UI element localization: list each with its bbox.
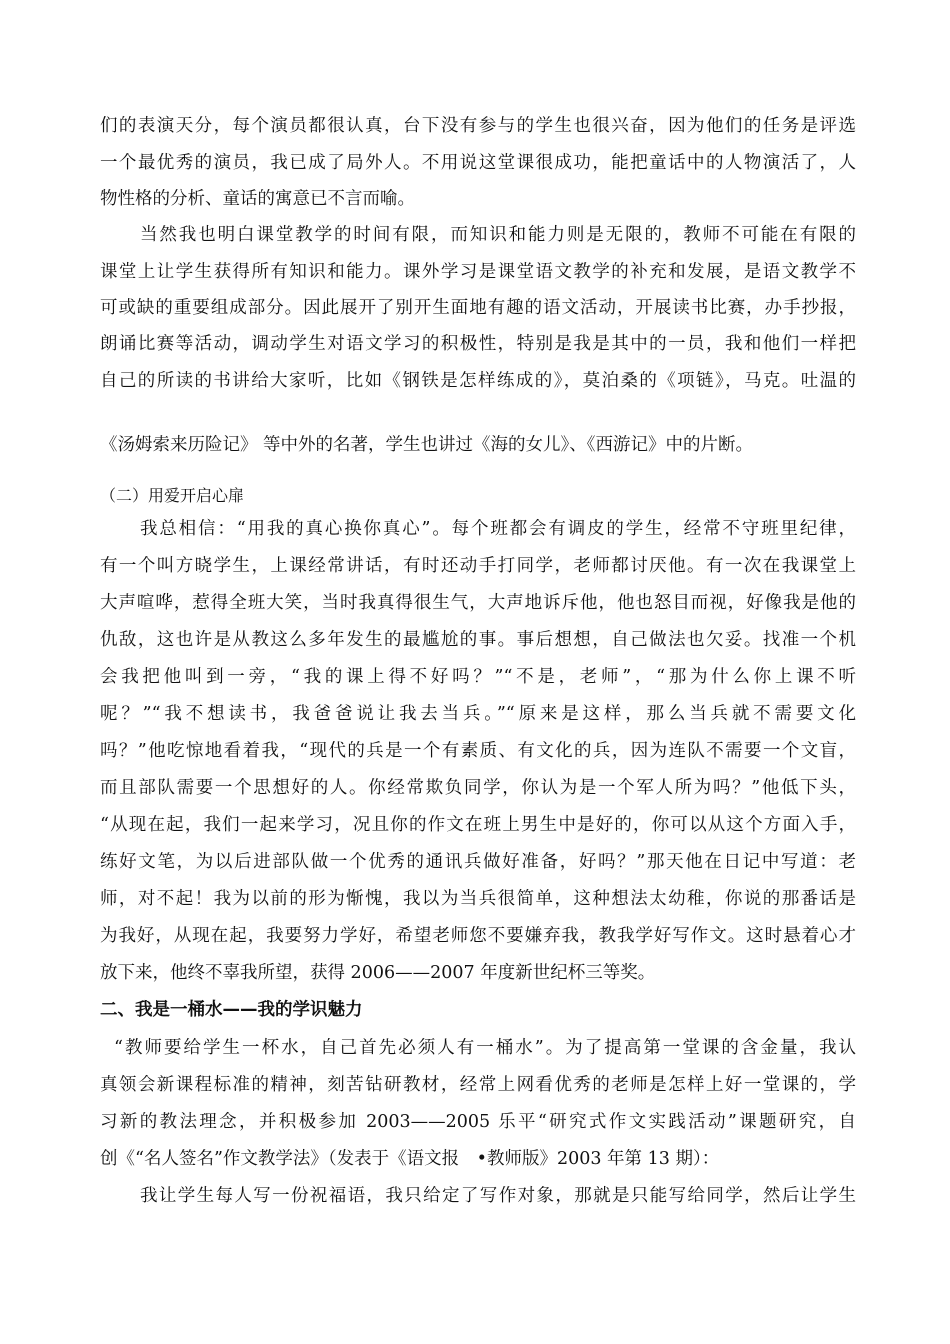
section-title: 二、我是一桶水——我的学识魅力 bbox=[100, 1000, 363, 1020]
subsection-heading: （二）用爱开启心扉 bbox=[100, 486, 245, 505]
text-line: 真领会新课程标准的精神，刻苦钻研教材，经常上网看优秀的老师是怎样上好一堂课的，学 bbox=[100, 1075, 856, 1095]
text-line: “从现在起，我们一起来学习，况且你的作文在班上男生中是好的，你可以从这个方面入手， bbox=[100, 815, 856, 835]
text-line: 可或缺的重要组成部分。因此展开了别开生面地有趣的语文活动，开展读书比赛，办手抄报， bbox=[100, 298, 856, 318]
text-line: 会我把他叫到一旁，“我的课上得不好吗？”“不是，老师”，“那为什么你上课不听 bbox=[100, 667, 856, 687]
text-line: 大声喧哗，惹得全班大笑，当时我真得很生气，大声地诉斥他，他也怒目而视，好像我是他的 bbox=[100, 593, 856, 613]
text-line: 放下来，他终不辜我所望，获得 2006——2007 年度新世纪杯三等奖。 bbox=[100, 963, 656, 983]
text-line: 习新的教法理念，并积极参加 2003——2005 乐平“研究式作文实践活动”课题研究，自 bbox=[100, 1112, 856, 1132]
text-line: 吗？”他吃惊地看着我，“现代的兵是一个有素质、有文化的兵，因为连队不需要一个文盲， bbox=[100, 741, 856, 761]
text-line: 创《“名人签名”作文教学法》（发表于《语文报 •教师版》2003 年第 13 期）： bbox=[100, 1149, 720, 1169]
text-line: 当然我也明白课堂教学的时间有限，而知识和能力则是无限的，教师不可能在有限的 bbox=[140, 225, 856, 245]
text-line: 课堂上让学生获得所有知识和能力。课外学习是课堂语文教学的补充和发展，是语文教学不 bbox=[100, 262, 856, 282]
text-line: 有一个叫方晓学生，上课经常讲话，有时还动手打同学，老师都讨厌他。有一次在我课堂上 bbox=[100, 556, 856, 576]
text-line: 为我好，从现在起，我要努力学好，希望老师您不要嫌弃我，教我学好写作文。这时悬着心才 bbox=[100, 926, 856, 946]
text-line: 们的表演天分，每个演员都很认真，台下没有参与的学生也很兴奋，因为他们的任务是评选 bbox=[100, 116, 856, 136]
text-line: 朗诵比赛等活动，调动学生对语文学习的积极性，特别是我是其中的一员，我和他们一样把 bbox=[100, 334, 856, 354]
text-line: 而且部队需要一个思想好的人。你经常欺负同学，你认为是一个军人所为吗？”他低下头， bbox=[100, 778, 856, 798]
text-line: 师，对不起！我为以前的形为惭愧，我以为当兵很简单，这种想法太幼稚，你说的那番话是 bbox=[100, 889, 856, 909]
text-line: 我总相信：“用我的真心换你真心”。每个班都会有调皮的学生，经常不守班里纪律， bbox=[140, 519, 856, 539]
text-line: 练好文笔，为以后进部队做一个优秀的通讯兵做好准备，好吗？”那天他在日记中写道：老 bbox=[100, 852, 856, 872]
text-line: 呢？”“我不想读书，我爸爸说让我去当兵。”“原来是这样，那么当兵就不需要文化 bbox=[100, 704, 856, 724]
text-line: 物性格的分析、童话的寓意已不言而喻。 bbox=[100, 189, 415, 209]
text-line: 仇敌，这也许是从教这么多年发生的最尴尬的事。事后想想，自己做法也欠妥。找准一个机 bbox=[100, 630, 856, 650]
text-line: “教师要给学生一杯水，自己首先必须人有一桶水”。为了提高第一堂课的含金量，我认 bbox=[114, 1038, 856, 1058]
text-line: 我让学生每人写一份祝福语，我只给定了写作对象，那就是只能写给同学，然后让学生 bbox=[140, 1186, 856, 1206]
text-line: 《汤姆索来历险记》 等中外的名著，学生也讲过《海的女儿》、《西游记》中的片断。 bbox=[100, 435, 754, 455]
text-line: 自己的所读的书讲给大家听，比如《钢铁是怎样练成的》，莫泊桑的《项链》，马克。吐温的 bbox=[100, 371, 856, 391]
text-line: 一个最优秀的演员，我已成了局外人。不用说这堂课很成功，能把童话中的人物演活了，人 bbox=[100, 153, 856, 173]
